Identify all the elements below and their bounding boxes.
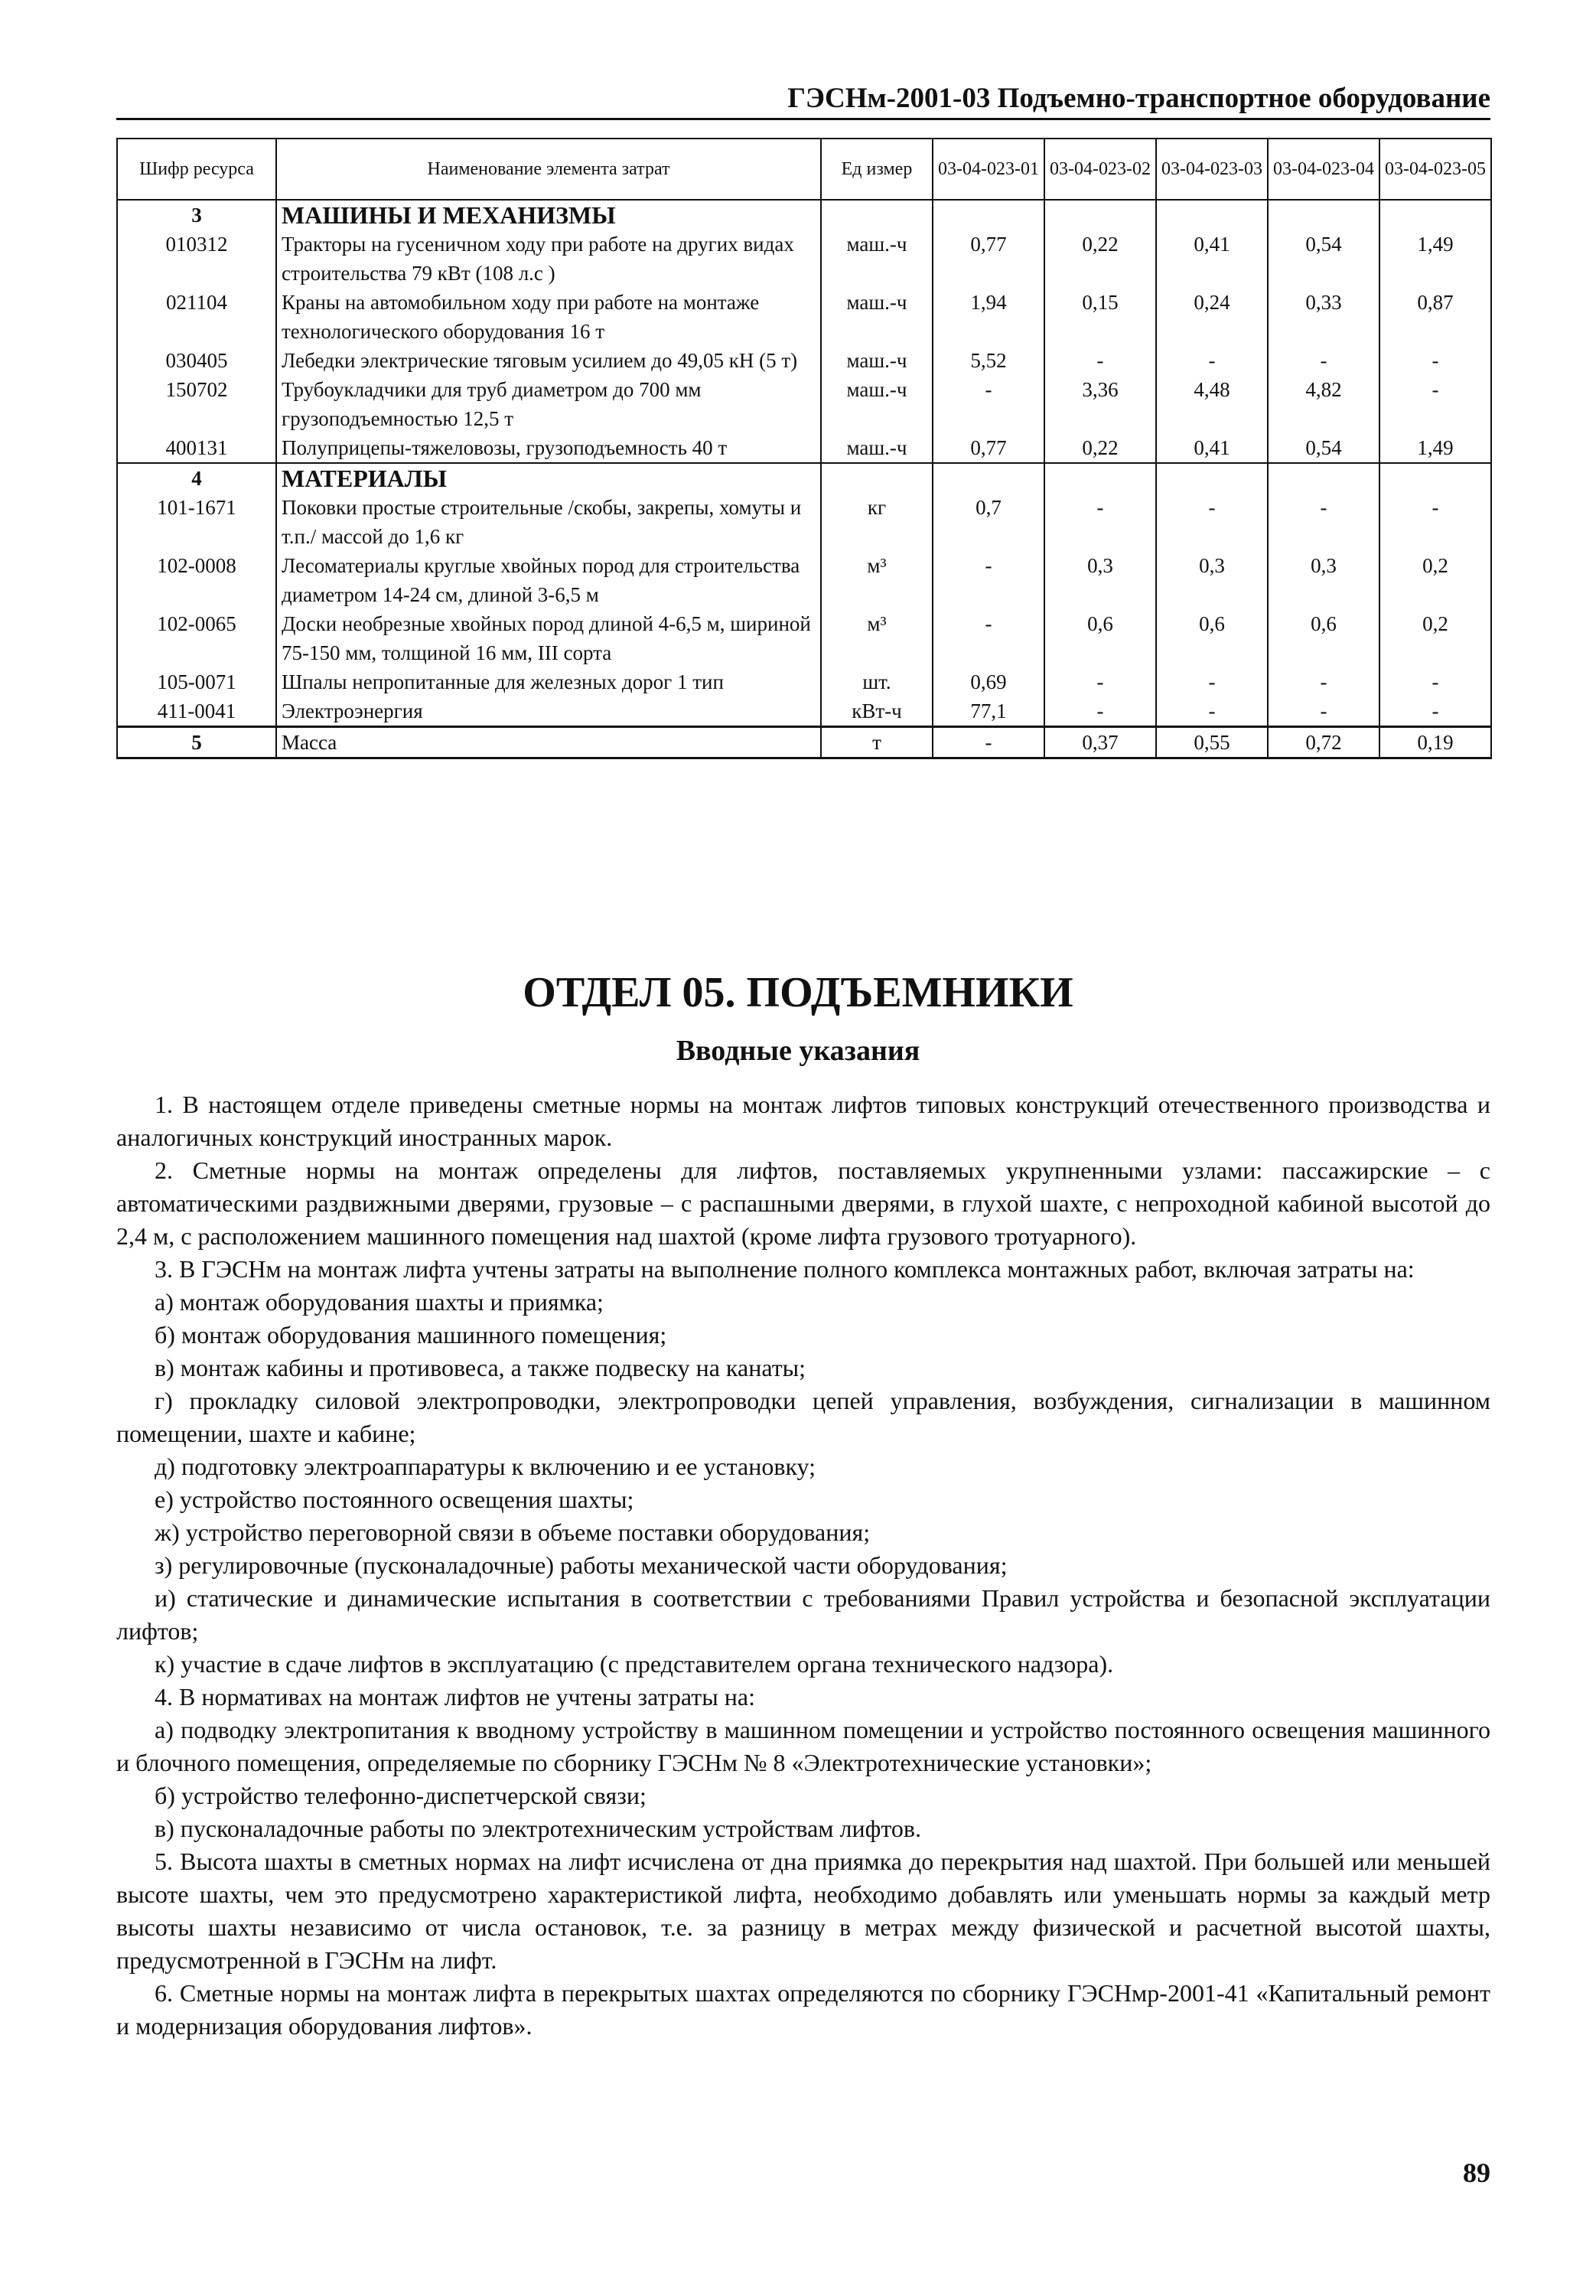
- norm-value: 77,1: [933, 696, 1044, 727]
- norm-value: 0,22: [1044, 433, 1156, 463]
- section-row-machines: [117, 200, 1491, 230]
- norm-value: 0,3: [1156, 551, 1268, 609]
- norm-value: 0,41: [1156, 433, 1268, 463]
- resource-code: 021104: [117, 288, 276, 346]
- norm-value: 3,36: [1044, 375, 1156, 433]
- resource-unit: м³: [821, 609, 933, 667]
- list-item: е) устройство постоянного освещения шахты;: [155, 1486, 634, 1513]
- table-row: [117, 375, 1491, 433]
- resource-cost-table: [116, 138, 1492, 759]
- mass-unit: т: [821, 727, 933, 758]
- resource-name: Лебедки электрические тяговым усилием до 49,05 кН (5 т): [276, 346, 821, 375]
- resource-code: 030405: [117, 346, 276, 375]
- table-row: [117, 551, 1491, 609]
- header-norm-col: 03-04-023-04: [1268, 139, 1379, 200]
- mass-label: Масса: [276, 727, 821, 758]
- norm-value: 0,3: [1268, 551, 1379, 609]
- list-item: б) устройство телефонно-диспетчерской связи;: [155, 1782, 647, 1809]
- norm-value: 5,52: [933, 346, 1044, 375]
- header-norm-col: 03-04-023-02: [1044, 139, 1156, 200]
- norm-value: 1,49: [1379, 230, 1491, 288]
- norm-value: -: [1379, 493, 1491, 551]
- norm-value: 0,22: [1044, 230, 1156, 288]
- mass-value: 0,72: [1268, 727, 1379, 758]
- list-item: б) монтаж оборудования машинного помещения;: [155, 1321, 667, 1349]
- norm-value: 1,94: [933, 288, 1044, 346]
- norm-value: 0,7: [933, 493, 1044, 551]
- resource-code: 101-1671: [117, 493, 276, 551]
- norm-value: 0,6: [1268, 609, 1379, 667]
- list-item: а) подводку электропитания к вводному устройству в машинном помещении и устройство постоянного освещения машинного и блочного помещения, определяемые по сборнику ГЭСНм № 8 «Электротехнические установки»;: [116, 1716, 1490, 1776]
- resource-code: 102-0008: [117, 551, 276, 609]
- norm-value: -: [1379, 375, 1491, 433]
- table-row: [117, 230, 1491, 288]
- resource-unit: кВт-ч: [821, 696, 933, 727]
- table-row: [117, 346, 1491, 375]
- table-row: [117, 433, 1491, 463]
- norm-value: -: [1156, 667, 1268, 696]
- table-row: [117, 493, 1491, 551]
- resource-name: Поковки простые строительные /скобы, закрепы, хомуты и т.п./ массой до 1,6 кг: [276, 493, 821, 551]
- section-number: 5: [117, 727, 276, 758]
- list-item: а) монтаж оборудования шахты и приямка;: [155, 1288, 604, 1316]
- norm-value: 0,3: [1044, 551, 1156, 609]
- norm-value: -: [1156, 493, 1268, 551]
- resource-unit: м³: [821, 551, 933, 609]
- list-item: ж) устройство переговорной связи в объеме поставки оборудования;: [155, 1518, 871, 1546]
- resource-unit: маш.-ч: [821, 288, 933, 346]
- norm-value: 0,24: [1156, 288, 1268, 346]
- norm-value: 4,48: [1156, 375, 1268, 433]
- norm-value: -: [1044, 696, 1156, 727]
- resource-code: 400131: [117, 433, 276, 463]
- resource-unit: маш.-ч: [821, 230, 933, 288]
- paragraph: 1. В настоящем отделе приведены сметные нормы на монтаж лифтов типовых конструкций отечественного производства и аналогичных конструкций иностранных марок.: [116, 1091, 1490, 1151]
- resource-unit: кг: [821, 493, 933, 551]
- list-item: в) монтаж кабины и противовеса, а также подвеску на канаты;: [155, 1354, 806, 1381]
- norm-value: 0,2: [1379, 551, 1491, 609]
- section-title: МАТЕРИАЛЫ: [276, 463, 821, 493]
- header-norm-col: 03-04-023-05: [1379, 139, 1491, 200]
- resource-name: Тракторы на гусеничном ходу при работе на других видах строительства 79 кВт (108 л.с ): [276, 230, 821, 288]
- list-item: г) прокладку силовой электропроводки, электропроводки цепей управления, возбуждения, сигнализации в машинном помещении, шахте и кабине;: [116, 1387, 1490, 1447]
- mass-row: [117, 727, 1491, 758]
- resource-unit: шт.: [821, 667, 933, 696]
- norm-value: -: [933, 375, 1044, 433]
- paragraph: 5. Высота шахты в сметных нормах на лифт исчислена от дна приямка до перекрытия над шахтой. При большей или меньшей высоте шахты, чем это предусмотрено характеристикой лифта, необходимо добавлять или уменьшать нормы за каждый метр высоты шахты независимо от числа остановок, т.е. за разницу в метрах между физической и расчетной высотой шахты, предусмотренной в ГЭСНм на лифт.: [116, 1848, 1490, 1974]
- norm-value: 0,6: [1156, 609, 1268, 667]
- norm-value: 0,2: [1379, 609, 1491, 667]
- norm-value: -: [1379, 667, 1491, 696]
- norm-value: 4,82: [1268, 375, 1379, 433]
- mass-value: 0,19: [1379, 727, 1491, 758]
- resource-name: Доски необрезные хвойных пород длиной 4-6,5 м, шириной 75-150 мм, толщиной 16 мм, III сорта: [276, 609, 821, 667]
- norm-value: -: [1044, 493, 1156, 551]
- table-row: [117, 696, 1491, 727]
- norm-value: 0,33: [1268, 288, 1379, 346]
- list-item: в) пусконаладочные работы по электротехническим устройствам лифтов.: [155, 1815, 922, 1842]
- norm-value: -: [1379, 346, 1491, 375]
- norm-value: 0,54: [1268, 230, 1379, 288]
- table-row: [117, 667, 1491, 696]
- norm-value: 0,77: [933, 230, 1044, 288]
- resource-name: Краны на автомобильном ходу при работе на монтаже технологического оборудования 16 т: [276, 288, 821, 346]
- norm-value: -: [1268, 493, 1379, 551]
- norm-value: -: [1156, 346, 1268, 375]
- header-norm-col: 03-04-023-01: [933, 139, 1044, 200]
- paragraph: 6. Сметные нормы на монтаж лифта в перекрытых шахтах определяются по сборнику ГЭСНмр-2001-41 «Капитальный ремонт и модернизация оборудования лифтов».: [116, 1979, 1490, 2040]
- mass-value: -: [933, 727, 1044, 758]
- resource-code: 150702: [117, 375, 276, 433]
- norm-value: 0,6: [1044, 609, 1156, 667]
- norm-value: 0,15: [1044, 288, 1156, 346]
- intro-heading: Вводные указания: [676, 1035, 920, 1067]
- mass-value: 0,37: [1044, 727, 1156, 758]
- resource-name: Электроэнергия: [276, 696, 821, 727]
- table-row: [117, 288, 1491, 346]
- list-item: к) участие в сдаче лифтов в эксплуатацию (с представителем органа технического надзора).: [155, 1650, 1114, 1678]
- list-item: д) подготовку электроаппаратуры к включению и ее установку;: [155, 1453, 816, 1480]
- header-name: Наименование элемента затрат: [276, 139, 821, 200]
- mass-value: 0,55: [1156, 727, 1268, 758]
- header-norm-col: 03-04-023-03: [1156, 139, 1268, 200]
- intro-text: [116, 1088, 1490, 2043]
- norm-value: 0,54: [1268, 433, 1379, 463]
- resource-name: Шпалы непропитанные для железных дорог 1 тип: [276, 667, 821, 696]
- section-row-materials: [117, 463, 1491, 493]
- norm-value: -: [933, 609, 1044, 667]
- header-unit: Ед измер: [821, 139, 933, 200]
- norm-value: -: [1379, 696, 1491, 727]
- norm-value: -: [1268, 696, 1379, 727]
- resource-name: Трубоукладчики для труб диаметром до 700 мм грузоподъемностью 12,5 т: [276, 375, 821, 433]
- norm-value: 0,77: [933, 433, 1044, 463]
- section-number: 4: [117, 463, 276, 493]
- page-number: 89: [1463, 2157, 1490, 2188]
- norm-value: 0,69: [933, 667, 1044, 696]
- list-item: и) статические и динамические испытания в соответствии с требованиями Правил устройства и безопасной эксплуатации лифтов;: [116, 1584, 1490, 1645]
- norm-value: 0,41: [1156, 230, 1268, 288]
- norm-value: -: [933, 551, 1044, 609]
- norm-value: 1,49: [1379, 433, 1491, 463]
- resource-unit: маш.-ч: [821, 346, 933, 375]
- resource-code: 105-0071: [117, 667, 276, 696]
- header-code: Шифр ресурса: [117, 139, 276, 200]
- norm-value: -: [1268, 667, 1379, 696]
- paragraph: 4. В нормативах на монтаж лифтов не учтены затраты на:: [155, 1683, 755, 1711]
- section-title: МАШИНЫ И МЕХАНИЗМЫ: [276, 200, 821, 230]
- table-header-row: [117, 139, 1491, 200]
- resource-name: Лесоматериалы круглые хвойных пород для строительства диаметром 14-24 см, длиной 3-6,5 м: [276, 551, 821, 609]
- norm-value: -: [1044, 346, 1156, 375]
- paragraph: 3. В ГЭСНм на монтаж лифта учтены затраты на выполнение полного комплекса монтажных работ, включая затраты на:: [155, 1255, 1415, 1283]
- norm-value: -: [1044, 667, 1156, 696]
- resource-name: Полуприцепы-тяжеловозы, грузоподъемность 40 т: [276, 433, 821, 463]
- department-title: ОТДЕЛ 05. ПОДЪЕМНИКИ: [523, 969, 1073, 1016]
- paragraph: 2. Сметные нормы на монтаж определены для лифтов, поставляемых укрупненными узлами: пассажирские – с автоматическими раздвижными дверями, грузовые – с распашными дверями, в глухой шахте, с непроходной кабиной высотой до 2,4 м, с расположением машинного помещения над шахтой (кроме лифта грузового тротуарного).: [116, 1156, 1490, 1250]
- resource-code: 010312: [117, 230, 276, 288]
- list-item: з) регулировочные (пусконаладочные) работы механической части оборудования;: [155, 1551, 1008, 1579]
- table-row: [117, 609, 1491, 667]
- resource-code: 411-0041: [117, 696, 276, 727]
- norm-value: -: [1156, 696, 1268, 727]
- resource-unit: маш.-ч: [821, 375, 933, 433]
- resource-unit: маш.-ч: [821, 433, 933, 463]
- norm-value: -: [1268, 346, 1379, 375]
- running-header: ГЭСНм-2001-03 Подъемно-транспортное оборудование: [116, 80, 1490, 120]
- section-number: 3: [117, 200, 276, 230]
- resource-code: 102-0065: [117, 609, 276, 667]
- norm-value: 0,87: [1379, 288, 1491, 346]
